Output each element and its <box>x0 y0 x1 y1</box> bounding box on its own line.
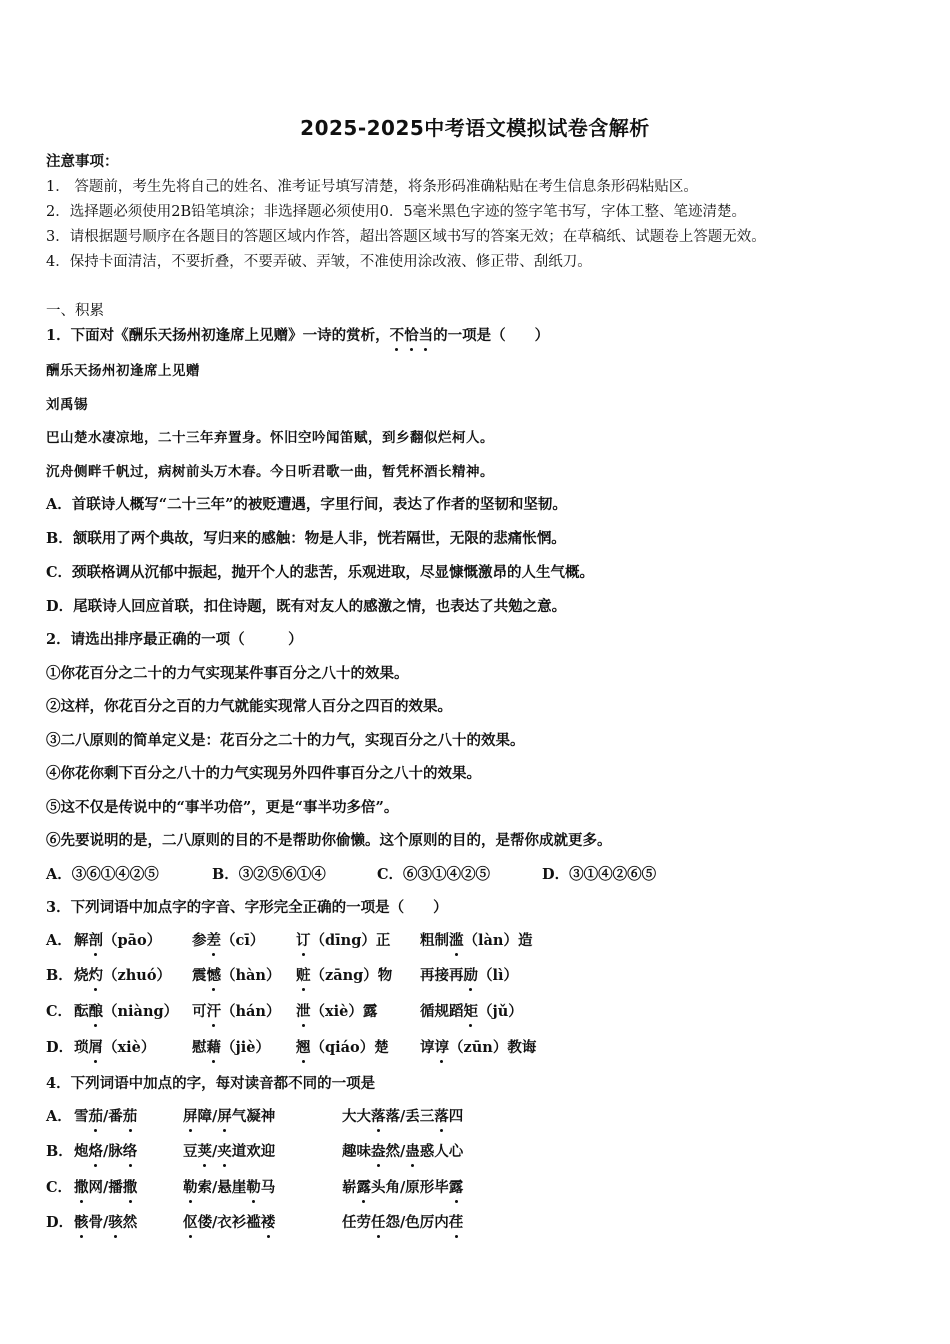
word-pair: 勒索/悬崖勒马 <box>183 1179 276 1196</box>
dotted-char: 露 <box>356 1179 371 1196</box>
q4-option-row <box>46 1178 646 1198</box>
word-pair: 撒网/播撒 <box>74 1179 138 1196</box>
q4-option-row <box>46 1142 646 1162</box>
q2-sentence: ④你花你剩下百分之八十的力气实现另外四件事百分之八十的效果。 <box>46 765 481 782</box>
q1-option-a: A．首联诗人概写“二十三年”的被贬遭遇，字里行间，表达了作者的坚韧和坚韧。 <box>46 496 567 513</box>
dotted-char: 勒 <box>183 1179 198 1196</box>
dotted-char: 骸 <box>74 1214 89 1231</box>
q1-option-c: C．颈联格调从沉郁中振起，抛开个人的悲苦，乐观进取，尽显慷慨激昂的人生气概。 <box>46 564 595 581</box>
dotted-char: 伛 <box>183 1214 198 1231</box>
dotted-char: 茄 <box>122 1108 138 1125</box>
question-3-stem: 3．下列词语中加点字的字音、字形完全正确的一项是（ ） <box>46 899 448 916</box>
word-pair: 雪茄/番茄 <box>74 1108 138 1125</box>
word-item: 泄（xiè）露 <box>296 1003 378 1020</box>
option-label: C． <box>46 1003 73 1020</box>
dotted-char: 盎 <box>371 1143 386 1160</box>
notice-item: 1． 答题前，考生先将自己的姓名、准考证号填写清楚，将条形码准确粘贴在考生信息条形码粘贴区。 <box>46 179 698 195</box>
q3-option-row <box>46 931 696 951</box>
q2-option-b: B．③②⑤⑥①④ <box>212 866 326 883</box>
word-item: 粗制滥（làn）造 <box>420 932 533 949</box>
stem-text: 1．下面对《酬乐天扬州初逢席上见赠》一诗的赏析， <box>46 327 390 344</box>
q2-option-a: A．③⑥①④②⑤ <box>46 866 159 883</box>
emphasis-char: 当 <box>418 327 434 344</box>
word-pair: 崭露头角/原形毕露 <box>342 1179 464 1196</box>
stem-text: 的一项是（ ） <box>433 327 550 344</box>
word-item: 翘（qiáo）楚 <box>296 1039 389 1056</box>
dotted-char: 夹 <box>217 1143 232 1160</box>
q2-options-row <box>46 865 746 885</box>
q4-option-row <box>46 1213 646 1233</box>
poem-line: 沉舟侧畔千帆过，病树前头万木春。今日听君歌一曲，暂凭杯酒长精神。 <box>46 464 494 480</box>
dotted-char: 落 <box>434 1108 449 1125</box>
dotted-char: 谆 <box>434 1039 449 1056</box>
q2-sentence: ⑤这不仅是传说中的“事半功倍”，更是“事半功多倍”。 <box>46 799 399 816</box>
word-item: 循规蹈矩（jǔ） <box>420 1003 523 1020</box>
word-pair: 炮烙/脉络 <box>74 1143 138 1160</box>
word-item: 烧灼（zhuó） <box>74 967 171 984</box>
word-item: 酝酿（niàng） <box>74 1003 179 1020</box>
q2-option-c: C．⑥③①④②⑤ <box>377 866 491 883</box>
question-4-stem: 4．下列词语中加点的字，每对读音都不同的一项是 <box>46 1075 376 1092</box>
dotted-char: 灼 <box>88 967 103 984</box>
option-label: A． <box>46 932 72 949</box>
notice-heading: 注意事项： <box>46 153 119 170</box>
word-item: 谆谆（zūn）教诲 <box>420 1039 537 1056</box>
q2-sentence: ①你花百分之二十的力气实现某件事百分之八十的效果。 <box>46 665 409 682</box>
dotted-char: 藉 <box>206 1039 221 1056</box>
q2-sentence: ②这样，你花百分之百的力气就能实现常人百分之四百的效果。 <box>46 698 452 715</box>
notice-item: 4．保持卡面清洁，不要折叠，不要弄破、弄皱，不准使用涂改液、修正带、刮纸刀。 <box>46 254 592 270</box>
stem-emphasis <box>390 327 434 344</box>
emphasis-char: 恰 <box>404 327 419 344</box>
word-item: 慰藉（jiè） <box>192 1039 270 1056</box>
dotted-char: 憾 <box>206 967 221 984</box>
notice-item: 2．选择题必须使用2B铅笔填涂；非选择题必须使用0．5毫米黑色字迹的签字笔书写，字体工整、笔迹清楚。 <box>46 204 747 220</box>
dotted-char: 任 <box>371 1214 386 1231</box>
notice-item: 3．请根据题号顺序在各题目的答题区域内作答，超出答题区域书写的答案无效；在草稿纸、试题卷上答题无效。 <box>46 229 766 245</box>
option-label: B． <box>46 967 73 984</box>
dotted-char: 烙 <box>88 1143 103 1160</box>
dotted-char: 翘 <box>296 1039 311 1056</box>
option-label: D． <box>46 1039 74 1056</box>
word-item: 订（dīng）正 <box>296 932 391 949</box>
word-item: 琐屑（xiè） <box>74 1039 156 1056</box>
dotted-char: 骇 <box>108 1214 123 1231</box>
word-pair: 大大落落/丢三落四 <box>342 1108 464 1125</box>
emphasis-char: 不 <box>389 327 405 344</box>
q2-sentence: ③二八原则的简单定义是：花百分之二十的力气，实现百分之八十的效果。 <box>46 732 525 749</box>
dotted-char: 泄 <box>296 1003 311 1020</box>
q1-option-b: B．颔联用了两个典故，写归来的感触：物是人非，恍若隔世，无限的悲痛怅惘。 <box>46 530 566 547</box>
option-label: A． <box>46 1108 72 1125</box>
dotted-char: 屑 <box>88 1039 103 1056</box>
dotted-char: 荏 <box>448 1214 464 1231</box>
dotted-char: 差 <box>206 932 221 949</box>
option-label: D． <box>46 1214 74 1231</box>
poem-title: 酬乐天扬州初逢席上见赠 <box>46 363 200 379</box>
dotted-char: 褛 <box>260 1214 276 1231</box>
dotted-char: 屏 <box>217 1108 232 1125</box>
dotted-char: 屏 <box>183 1108 198 1125</box>
q2-sentence: ⑥先要说明的是，二八原则的目的不是帮助你偷懒。这个原则的目的，是帮你成就更多。 <box>46 832 612 849</box>
word-item: 可汗（hán） <box>192 1003 281 1020</box>
dotted-char: 撒 <box>122 1179 138 1196</box>
word-item: 震憾（hàn） <box>192 967 281 984</box>
section-heading: 一、积累 <box>46 303 104 319</box>
option-label: C． <box>46 1179 73 1196</box>
document-title: 2025-2025中考语文模拟试卷含解析 <box>300 116 650 140</box>
q4-option-row <box>46 1107 646 1127</box>
dotted-char: 络 <box>122 1143 138 1160</box>
dotted-char: 蛊 <box>405 1143 420 1160</box>
dotted-char: 落 <box>371 1108 386 1125</box>
dotted-char: 矩 <box>463 1003 478 1020</box>
q2-option-d: D．③①④②⑥⑤ <box>542 866 657 883</box>
dotted-char: 订 <box>296 932 311 949</box>
word-item: 解剖（pāo） <box>74 932 162 949</box>
dotted-char: 酿 <box>88 1003 103 1020</box>
word-pair: 屏障/屏气凝神 <box>183 1108 276 1125</box>
dotted-char: 茄 <box>88 1108 103 1125</box>
dotted-char: 赃 <box>296 967 311 984</box>
dotted-char: 汗 <box>206 1003 221 1020</box>
question-1-stem <box>46 326 549 346</box>
q3-option-row <box>46 1002 696 1022</box>
dotted-char: 励 <box>463 967 478 984</box>
dotted-char: 滥 <box>449 932 464 949</box>
word-item: 参差（cī） <box>192 932 265 949</box>
dotted-char: 剖 <box>88 932 103 949</box>
poem-author: 刘禹锡 <box>46 397 88 413</box>
poem-line: 巴山楚水凄凉地，二十三年弃置身。怀旧空吟闻笛赋，到乡翻似烂柯人。 <box>46 430 494 446</box>
word-pair: 伛偻/衣衫褴褛 <box>183 1214 276 1231</box>
word-pair: 趣味盎然/蛊惑人心 <box>342 1143 464 1160</box>
dotted-char: 露 <box>448 1179 464 1196</box>
q3-option-row <box>46 966 696 986</box>
dotted-char: 荚 <box>197 1143 212 1160</box>
word-pair: 骸骨/骇然 <box>74 1214 138 1231</box>
word-pair: 任劳任怨/色厉内荏 <box>342 1214 464 1231</box>
word-pair: 豆荚/夹道欢迎 <box>183 1143 276 1160</box>
dotted-char: 撒 <box>74 1179 89 1196</box>
word-item: 再接再励（lì） <box>420 967 519 984</box>
word-item: 赃（zāng）物 <box>296 967 393 984</box>
q1-option-d: D．尾联诗人回应首联，扣住诗题，既有对友人的感激之情，也表达了共勉之意。 <box>46 598 567 615</box>
dotted-char: 勒 <box>246 1179 261 1196</box>
q3-option-row <box>46 1038 696 1058</box>
question-2-stem: 2．请选出排序最正确的一项（ ） <box>46 631 303 648</box>
option-label: B． <box>46 1143 73 1160</box>
